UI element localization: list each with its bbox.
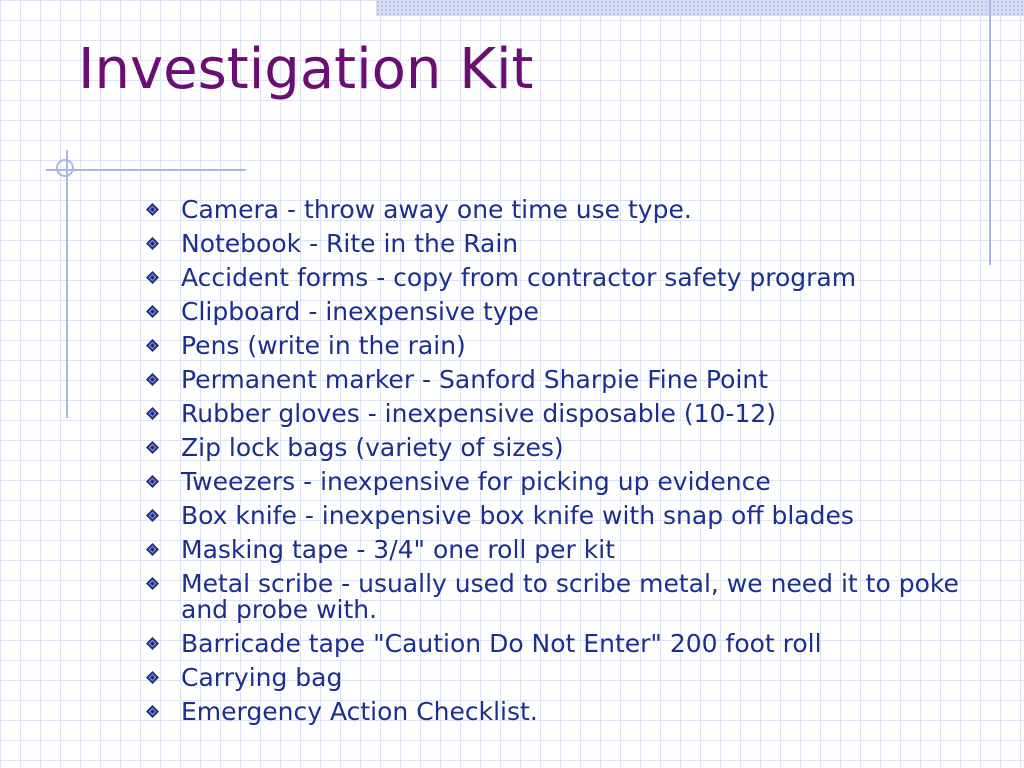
- diamond-bullet-icon: [146, 373, 159, 386]
- bullet-text: Accident forms - copy from contractor safety program: [181, 263, 857, 292]
- bullet-item: [142, 401, 982, 427]
- diamond-bullet-icon: [146, 237, 159, 250]
- bullet-text: Rubber gloves - inexpensive disposable (10-12): [181, 399, 777, 428]
- diamond-bullet-icon: [146, 271, 159, 284]
- diamond-bullet-icon: [146, 203, 159, 216]
- bullet-item: [142, 197, 982, 223]
- right-vertical-rule: [989, 0, 991, 265]
- bullet-item: [142, 665, 982, 691]
- bullet-item: [142, 367, 982, 393]
- crosshair-circle-icon: [56, 159, 74, 177]
- diamond-bullet-icon: [146, 671, 159, 684]
- bullet-text: Clipboard - inexpensive type: [181, 297, 539, 326]
- bullet-text: Pens (write in the rain): [181, 331, 466, 360]
- bullet-item: [142, 435, 982, 461]
- bullet-item: [142, 699, 982, 725]
- bullet-text: Carrying bag: [181, 663, 343, 692]
- bullet-item: [142, 537, 982, 563]
- bullet-text: Emergency Action Checklist.: [181, 697, 538, 726]
- diamond-bullet-icon: [146, 407, 159, 420]
- bullet-item: [142, 265, 982, 291]
- bullet-text: Metal scribe - usually used to scribe metal, we need it to poke and probe with.: [181, 569, 959, 624]
- bullet-item: [142, 231, 982, 257]
- diamond-bullet-icon: [146, 305, 159, 318]
- bullet-item: [142, 333, 982, 359]
- bullet-text: Tweezers - inexpensive for picking up evidence: [181, 467, 771, 496]
- diamond-bullet-icon: [146, 339, 159, 352]
- bullet-list: [142, 197, 982, 733]
- horizontal-rule: [46, 169, 246, 171]
- bullet-item: [142, 503, 982, 529]
- bullet-text: Permanent marker - Sanford Sharpie Fine Point: [181, 365, 768, 394]
- diamond-bullet-icon: [146, 577, 159, 590]
- slide-title: Investigation Kit: [78, 37, 534, 102]
- diamond-bullet-icon: [146, 509, 159, 522]
- diamond-bullet-icon: [146, 543, 159, 556]
- bullet-text: Camera - throw away one time use type.: [181, 195, 692, 224]
- bullet-item: [142, 571, 982, 623]
- bullet-item: [142, 631, 982, 657]
- bullet-text: Barricade tape "Caution Do Not Enter" 200 foot roll: [181, 629, 822, 658]
- diamond-bullet-icon: [146, 705, 159, 718]
- bullet-text: Masking tape - 3/4" one roll per kit: [181, 535, 615, 564]
- bullet-item: [142, 299, 982, 325]
- bullet-text: Notebook - Rite in the Rain: [181, 229, 519, 258]
- bullet-text: Zip lock bags (variety of sizes): [181, 433, 564, 462]
- diamond-bullet-icon: [146, 441, 159, 454]
- diamond-bullet-icon: [146, 637, 159, 650]
- diamond-bullet-icon: [146, 475, 159, 488]
- bullet-item: [142, 469, 982, 495]
- bullet-text: Box knife - inexpensive box knife with snap off blades: [181, 501, 854, 530]
- top-decorative-band: [376, 0, 1024, 16]
- left-vertical-rule: [66, 150, 68, 418]
